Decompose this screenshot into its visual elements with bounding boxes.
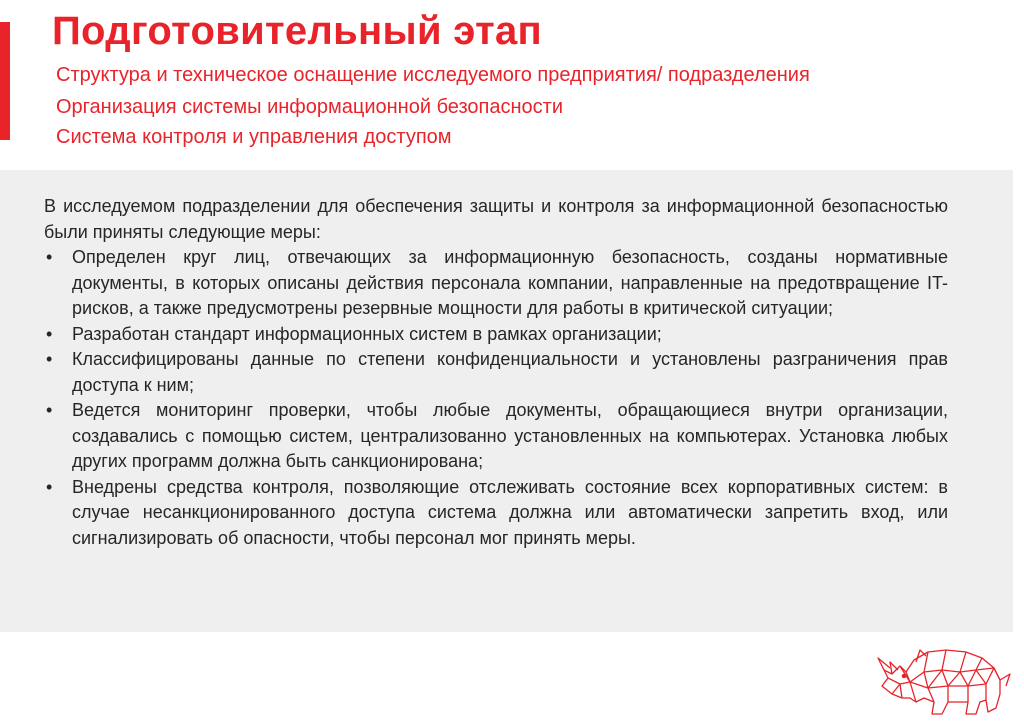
list-item [44,475,948,552]
subtitle-security-organization: Организация системы информационной безопасности [56,96,564,118]
bullet-marker: • [46,476,53,497]
bullet-marker: • [46,247,53,267]
list-item-text: Классифицированы данные по степени конфиденциальности и установлены разграничения прав доступа к ним; [72,349,948,395]
rhino-icon [876,642,1016,718]
list-item [44,398,948,475]
subtitle-access-control: Система контроля и управления доступом [56,126,452,148]
content-text [44,194,948,551]
left-accent-bar [0,22,10,140]
list-item [44,322,948,348]
subtitle-list [52,60,1004,152]
bullet-marker: • [46,323,53,344]
list-item-text: Ведется мониторинг проверки, чтобы любые документы, обращающиеся внутри организации, создавались с помощью систем, централизованно установленных на компьютерах. Установка любых других программ должна быть санкционирована; [72,400,948,471]
bullet-marker: • [46,349,53,369]
list-item [44,347,948,398]
bullet-marker: • [46,400,53,420]
slide-title: Подготовительный этап [52,9,543,53]
subtitle-structure: Структура и техническое оснащение исследуемого предприятия/ подразделения [56,64,810,86]
slide-header [52,8,1004,152]
intro-paragraph: В исследуемом подразделении для обеспечения защиты и контроля за информационной безопасностью были приняты следующие меры: [44,196,948,242]
list-item [44,245,948,322]
list-item-text: Внедрены средства контроля, позволяющие отслеживать состояние всех корпоративных систем: в случае несанкционированного доступа система должна или автоматически запретить вход, или сигнализировать об опасности, чтобы персонал мог принять меры. [72,476,948,548]
list-item-text: Определен круг лиц, отвечающих за информационную безопасность, созданы нормативные документы, в которых описаны действия персонала компании, направленные на предотвращение IT-рисков, а также предусмотрены резервные мощности для работы в критической ситуации; [72,247,948,318]
measures-list [44,245,948,551]
list-item-text: Разработан стандарт информационных систем в рамках организации; [72,323,662,344]
